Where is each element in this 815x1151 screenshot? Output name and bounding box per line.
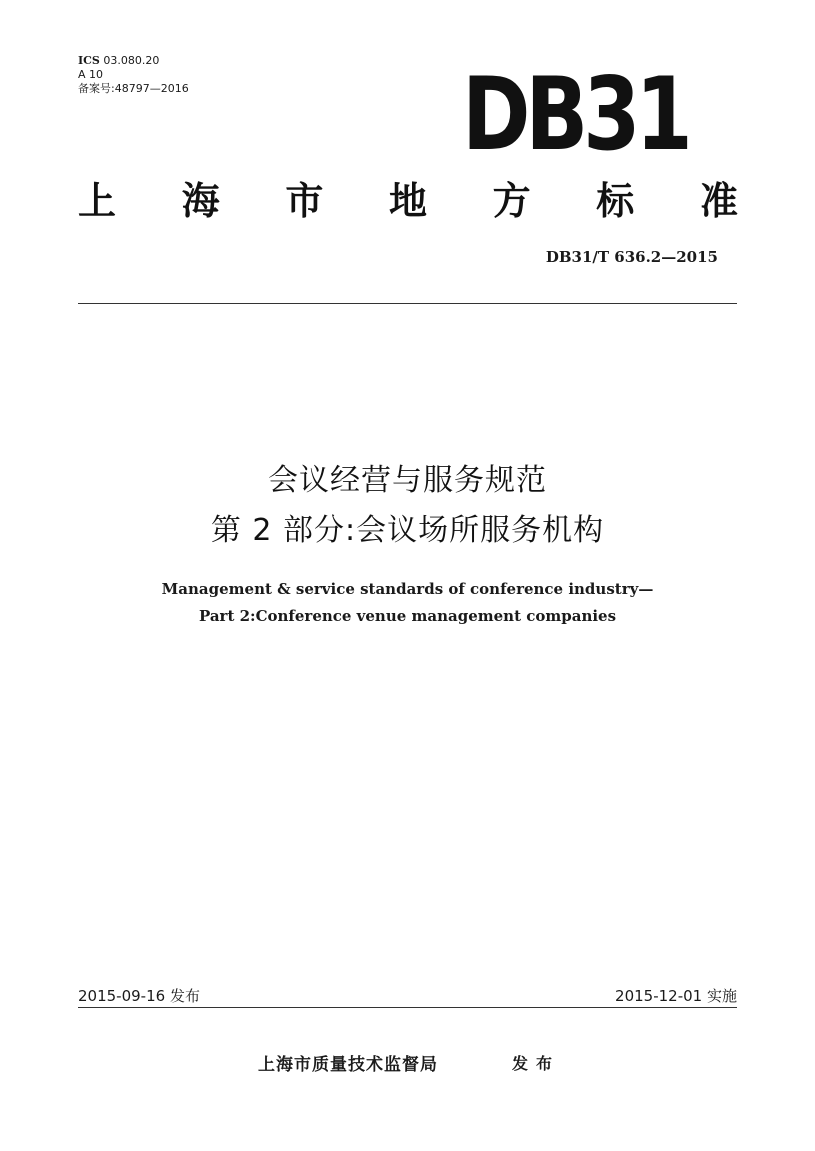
heading-char: 市	[285, 179, 324, 223]
heading-char: 地	[388, 179, 427, 223]
ics-code: 03.080.20	[103, 54, 160, 67]
release-date: 2015-09-16 发布	[78, 987, 200, 1005]
heading-char: 标	[596, 179, 635, 223]
heading-char: 上	[78, 179, 117, 223]
heading-char: 海	[181, 179, 220, 223]
ics-label: ICS	[78, 54, 100, 67]
ccs-code: A 10	[78, 68, 104, 81]
bottom-divider	[78, 1007, 737, 1008]
chinese-title-line-2: 第 2 部分:会议场所服务机构	[210, 513, 605, 548]
standard-code: DB31/T 636.2—2015	[545, 248, 718, 266]
heading-char: 准	[699, 179, 738, 223]
db31-logo	[462, 55, 690, 174]
standard-type-heading	[78, 170, 738, 225]
english-title-line-1: Management & service standards of conference industry—	[161, 580, 654, 598]
issue-label: 发布	[512, 1054, 561, 1073]
classification-block	[78, 54, 189, 96]
top-divider	[78, 303, 737, 304]
filing-number: 备案号:48797—2016	[78, 82, 189, 95]
logo-text: DB31	[462, 55, 688, 174]
ics-line	[78, 54, 189, 68]
implementation-date: 2015-12-01 实施	[615, 987, 737, 1005]
english-title-line-2: Part 2:Conference venue management companies	[198, 607, 617, 625]
issuing-authority: 上海市质量技术监督局	[258, 1055, 438, 1075]
chinese-title-line-1: 会议经营与服务规范	[268, 463, 547, 498]
heading-char: 方	[492, 179, 531, 223]
